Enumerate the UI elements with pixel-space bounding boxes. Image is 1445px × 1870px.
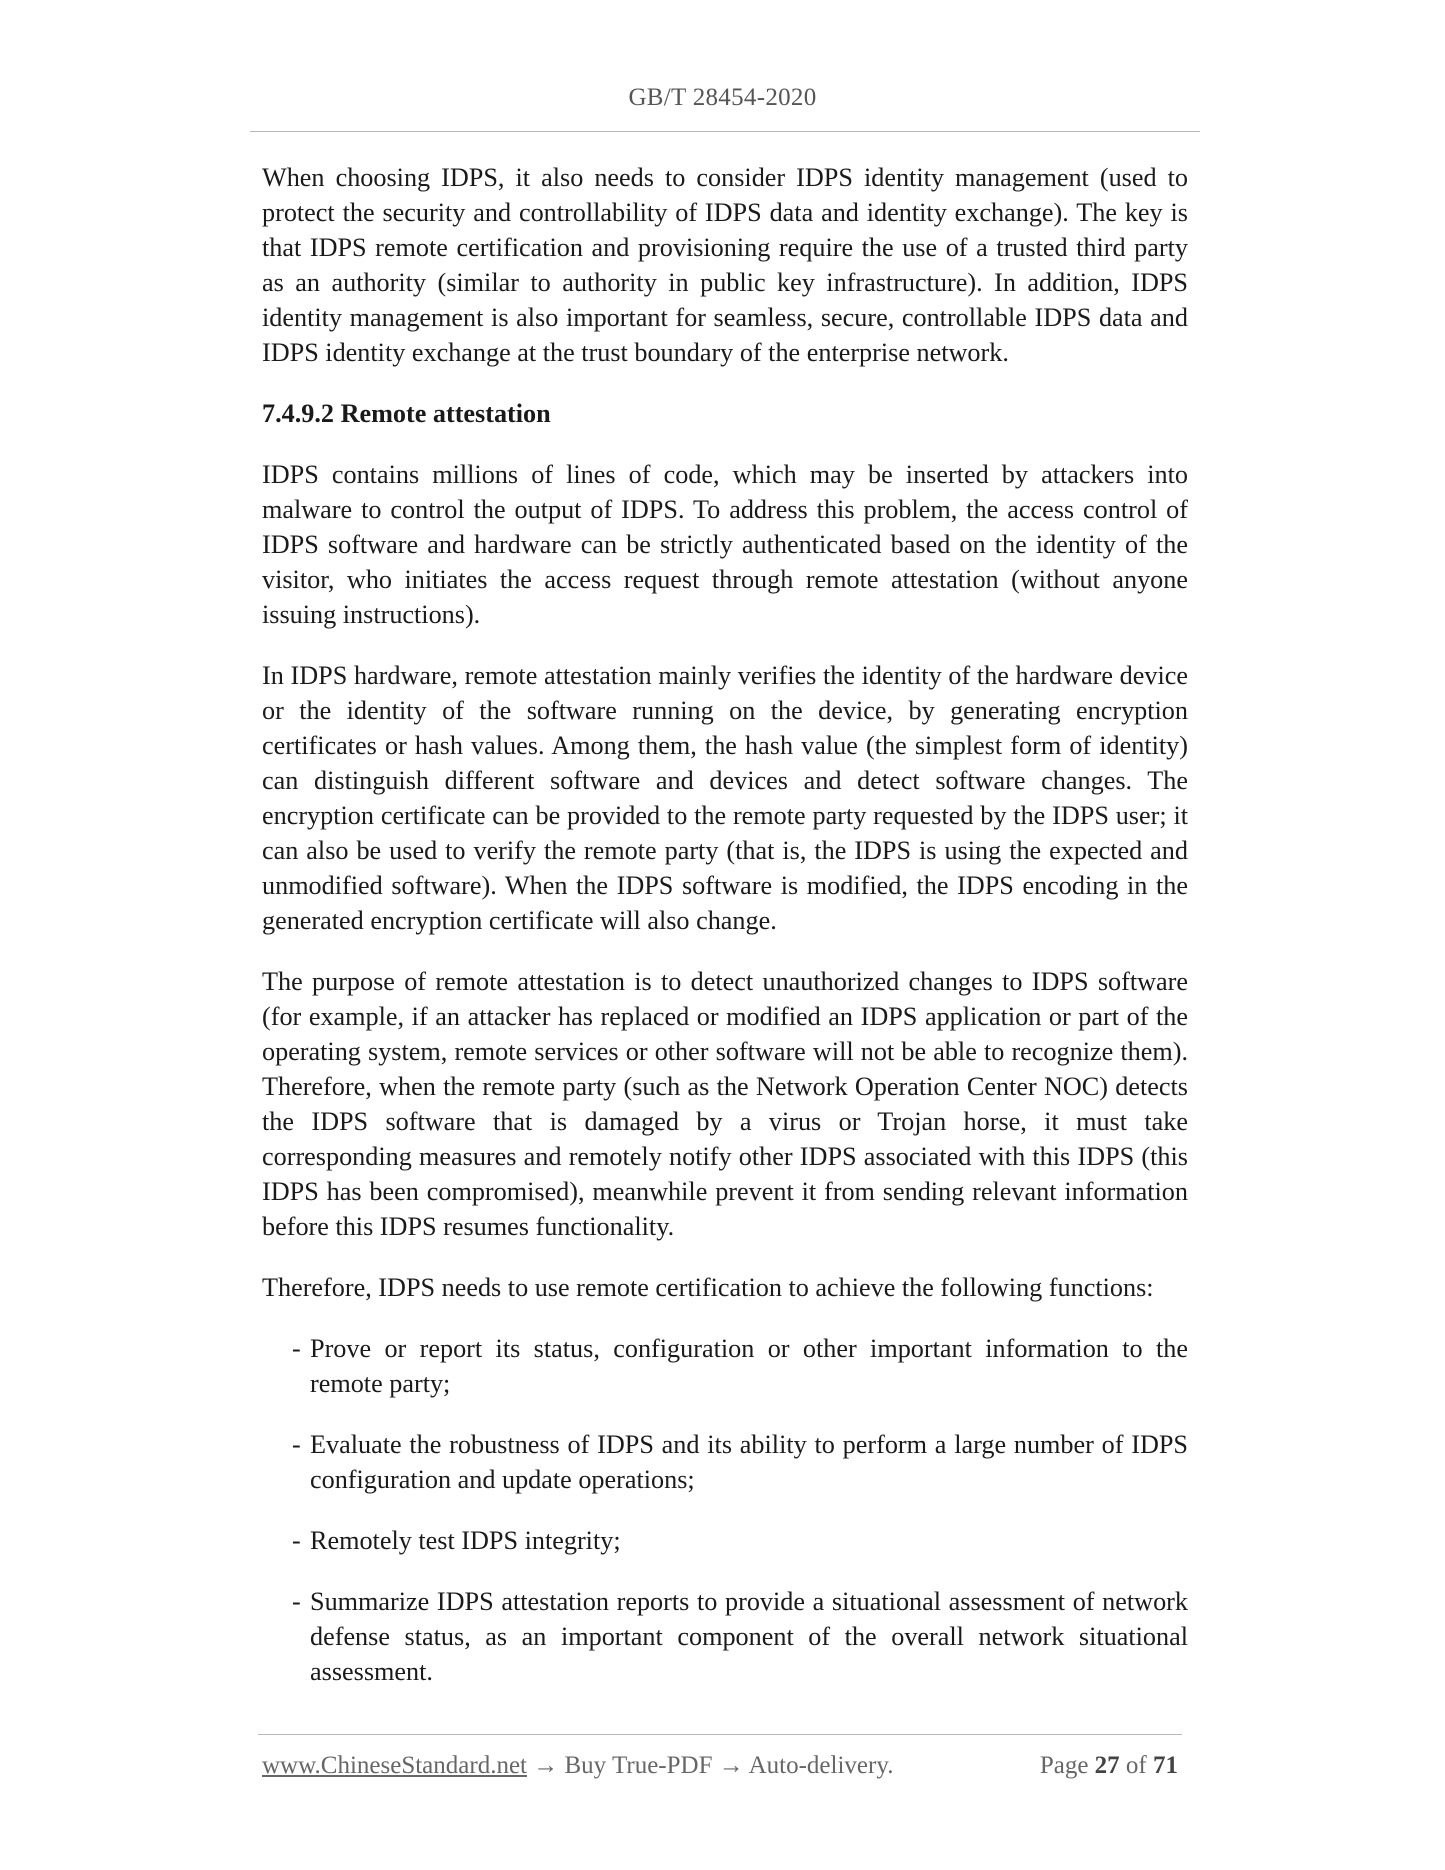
list-bullet: - (292, 1430, 301, 1459)
list-item-text: Prove or report its status, configuration or other important information to the remote party; (310, 1334, 1188, 1398)
function-list (262, 1331, 1188, 1689)
arrow-icon: → (533, 1752, 559, 1779)
section-heading: 7.4.9.2 Remote attestation (262, 399, 551, 428)
list-item (262, 1584, 1188, 1689)
total-page-count: 71 (1153, 1752, 1178, 1779)
list-bullet: - (292, 1526, 301, 1555)
list-item (262, 1331, 1188, 1401)
paragraph-functions-intro: Therefore, IDPS needs to use remote certification to achieve the following functions: (262, 1273, 1154, 1302)
of-label: of (1125, 1752, 1147, 1779)
paragraph-identity-management: When choosing IDPS, it also needs to consider IDPS identity management (used to protect the security and controllability of IDPS data and identity exchange). The key is that IDPS remote certification and provisioning require the use of a trusted third party as an authority (similar to authority in public key infrastructure). In addition, IDPS identity management is also important for seamless, secure, controllable IDPS data and IDPS identity exchange at the trust boundary of the enterprise network. (262, 163, 1188, 367)
page-header: GB/T 28454-2020 (628, 84, 817, 111)
auto-delivery-text: Auto-delivery. (748, 1752, 894, 1779)
list-bullet: - (292, 1587, 301, 1616)
list-item-text: Summarize IDPS attestation reports to provide a situational assessment of network defense status, as an important component of the overall network situational assessment. (310, 1587, 1188, 1686)
list-item (262, 1523, 1188, 1558)
list-item (262, 1427, 1188, 1497)
buy-true-pdf-text: Buy True-PDF (564, 1752, 713, 1779)
paragraph-attestation-purpose: The purpose of remote attestation is to detect unauthorized changes to IDPS software (for example, if an attacker has replaced or modified an IDPS application or part of the operating system, remote services or other software will not be able to recognize them). Therefore, when the remote party (such as the Network Operation Center NOC) detects the IDPS software that is damaged by a virus or Trojan horse, it must take corresponding measures and remotely notify other IDPS associated with this IDPS (this IDPS has been compromised), meanwhile prevent it from sending relevant information before this IDPS resumes functionality. (262, 967, 1188, 1241)
header-divider (250, 131, 1200, 132)
page-label: Page (1039, 1752, 1089, 1779)
list-item-text: Remotely test IDPS integrity; (310, 1526, 621, 1555)
arrow-icon: → (718, 1752, 744, 1779)
footer-promo (262, 1752, 893, 1780)
footer-divider (258, 1734, 1182, 1735)
list-item-text: Evaluate the robustness of IDPS and its ability to perform a large number of IDPS configuration and update operations; (310, 1430, 1188, 1494)
site-link[interactable]: www.ChineseStandard.net (262, 1752, 527, 1779)
paragraph-remote-attestation-intro: IDPS contains millions of lines of code, which may be inserted by attackers into malware to control the output of IDPS. To address this problem, the access control of IDPS software and hardware can be strictly authenticated based on the identity of the visitor, who initiates the access request through remote attestation (without anyone issuing instructions). (262, 460, 1188, 629)
page-body (262, 160, 1188, 1715)
current-page-number: 27 (1094, 1752, 1120, 1779)
page-number-indicator (1040, 1752, 1178, 1780)
paragraph-hardware-attestation: In IDPS hardware, remote attestation mainly verifies the identity of the hardware device or the identity of the software running on the device, by generating encryption certificates or hash values. Among them, the hash value (the simplest form of identity) can distinguish different software and devices and detect software changes. The encryption certificate can be provided to the remote party requested by the IDPS user; it can also be used to verify the remote party (that is, the IDPS is using the expected and unmodified software). When the IDPS software is modified, the IDPS encoding in the generated encryption certificate will also change. (262, 661, 1188, 935)
list-bullet: - (292, 1334, 301, 1363)
